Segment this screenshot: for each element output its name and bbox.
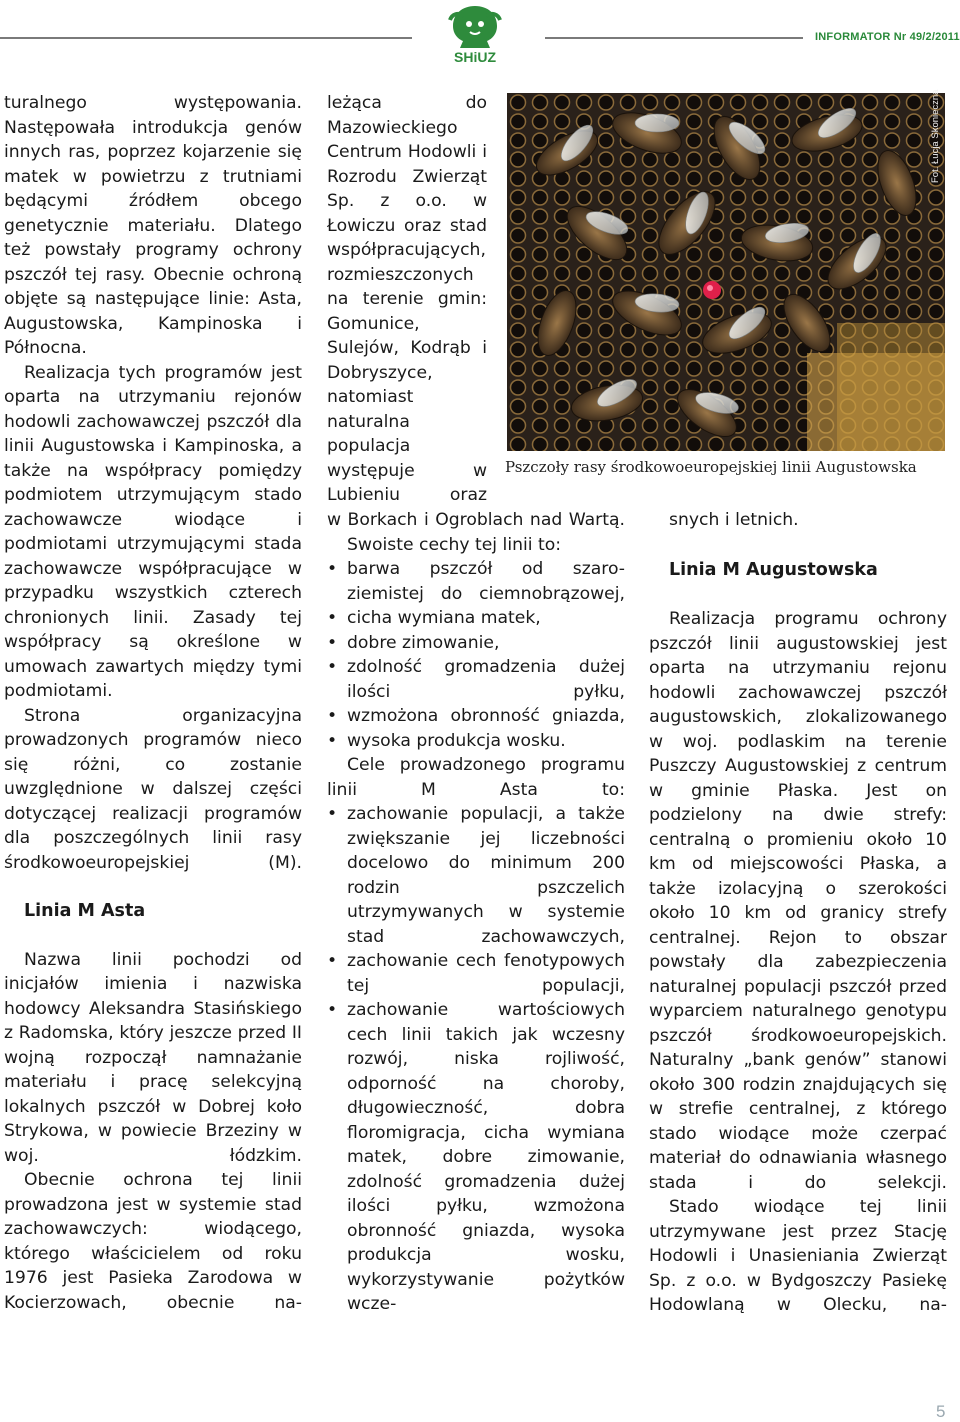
page-number: 5 [936,1402,946,1421]
paragraph: w Borkach i Ogroblach nad Wartą. [327,510,625,530]
traits-list [327,557,625,753]
paragraph: Stado wiodące tej linii utrzymywane jest przez Stację Hodowli i Unasieniania Zwierząt Sp. z o.o. w Bydgoszczy Pasiekę Hodowlaną w Olecku, na- [649,1197,947,1315]
list-item: • wysoka produkcja wosku. [327,729,625,754]
paragraph: Nazwa linii pochodzi od inicjałów imienia i nazwiska hodowcy Aleksandra Stasińskiego z Radomska, który jeszcze przed II wojną rozpoczął namnażanie materiału i pracę selekcyjną lokalnych pszczół w Dobrej koło Strykowa, w powiecie Brzeziny w woj. łódzkim. [4,949,302,1166]
photo-credit: Fot. Łucja Skonieczna [930,89,941,183]
list-item: • zachowanie wartościowych cech linii takich jak wczesny rozwój, niska rojliwość, odporność na choroby, długowieczność, dobra floromigracja, cicha wymiana matek, dobre zimowanie, zdolność gromadzenia dużej ilości pyłku, wzmożona obronność gniazda, wysoka produkcja wosku, wykorzystywanie pożytków wcze- [327,998,625,1317]
paragraph: turalnego występowania. Następowała introdukcja genów innych ras, poprzez kojarzenie się matek w powietrzu z trutniami będącymi źródłem obcego genetycznie materiału. Dlatego też powstały programy ochrony pszczół tej rasy. Obecnie ochroną objęte są następujące linie: Asta, Augustowska, Kampinoska i Północna. [4,93,302,358]
paragraph: snych i letnich. [669,510,799,530]
list-item: • zdolność gromadzenia dużej ilości pyłku, [327,655,625,704]
list-item: • wzmożona obronność gniazda, [327,704,625,729]
header-rule-left [0,37,412,39]
header-rule-right [545,37,803,39]
column-3 [649,508,947,1318]
informator-issue: INFORMATOR Nr 49/2/2011 [815,31,960,43]
bees-photo [507,89,945,451]
list-item: • barwa pszczół od szaro-ziemistej do ciemnobrązowej, [327,557,625,606]
column-2-top [327,91,487,508]
photo-caption: Pszczoły rasy środkowoeuropejskiej linii Augustowska [505,458,917,476]
shiuz-logo [440,2,510,72]
svg-text:SHiUZ: SHiUZ [454,49,496,65]
section-heading-asta: Linia M Asta [24,901,146,921]
list-item: • zachowanie cech fenotypowych tej populacji, [327,949,625,998]
section-heading-augustowska: Linia M Augustowska [669,559,878,580]
paragraph: Strona organizacyjna prowadzonych programów nieco się różni, co zostanie uwzględnione w dalszej części dotyczącej realizacji programów dla poszczególnych linii rasy środkowoeuropejskiej (M). [4,705,302,873]
column-1 [4,91,302,1315]
paragraph: Realizacja programu ochrony pszczół linii augustowskiej jest oparta na utrzymaniu rejonu hodowli zachowawczej pszczół augustowskich, zlokalizowanego w woj. podlaskim na terenie Puszczy Augustowskiej z centrum w gminie Płaska. Jest on podzielony na dwie strefy: centralną o promieniu około 10 km od miejscowości Płaska, a także izolacyjną o szerokości około 10 km od granicy strefy centralnej. Rejon to obszar powstały dla zabezpieczenia naturalnej populacji pszczół przed wyparciem naturalnego genotypu pszczół środkowoeuropejskich. Naturalny „bank genów” stanowi około 300 rodzin znajdujących się w strefie centralnej, z którego stado wiodące może czerpać materiał do odnawiania własnego stada i do selekcji. [649,609,947,1193]
list-item: • cicha wymiana matek, [327,606,625,631]
list-item: • dobre zimowanie, [327,631,625,656]
list-item: • zachowanie populacji, a także zwiększanie jej liczebności docelowo do minimum 200 rodzin pszczelich utrzymywanych w systemie stad zachowawczych, [327,802,625,949]
column-2 [327,508,625,1317]
paragraph: leżąca do Mazowieckiego Centrum Hodowli i Rozrodu Zwierząt Sp. z o.o. w Łowiczu oraz stad współpracujących, rozmieszczonych na terenie gmin: Gomunice, Sulejów, Kodrąb i Dobryszyce, natomiast naturalna populacja występuje w Lubieniu oraz [327,93,487,505]
paragraph: Obecnie ochrona tej linii prowadzona jest w systemie stad zachowawczych: wiodącego, którego właścicielem od roku 1976 jest Pasieka Zarodowa w Kocierzowach, obecnie na- [4,1170,302,1313]
goals-list [327,802,625,1317]
paragraph: Realizacja tych programów jest oparta na utrzymaniu rejonów hodowli zachowawczej pszczół dla linii Augustowska i Kampinoska, a także na współpracy pomiędzy podmiotem utrzymującym stado zachowawcze wiodące i podmiotami utrzymującymi stada zachowawcze współpracujące w przypadku wszystkich czterech chronionych linii. Zasady tej współpracy są określone w umowach zawartych między tymi podmiotami. [4,362,302,701]
paragraph: Cele prowadzonego programu linii M Asta to: [327,755,625,800]
paragraph: Swoiste cechy tej linii to: [347,534,562,555]
